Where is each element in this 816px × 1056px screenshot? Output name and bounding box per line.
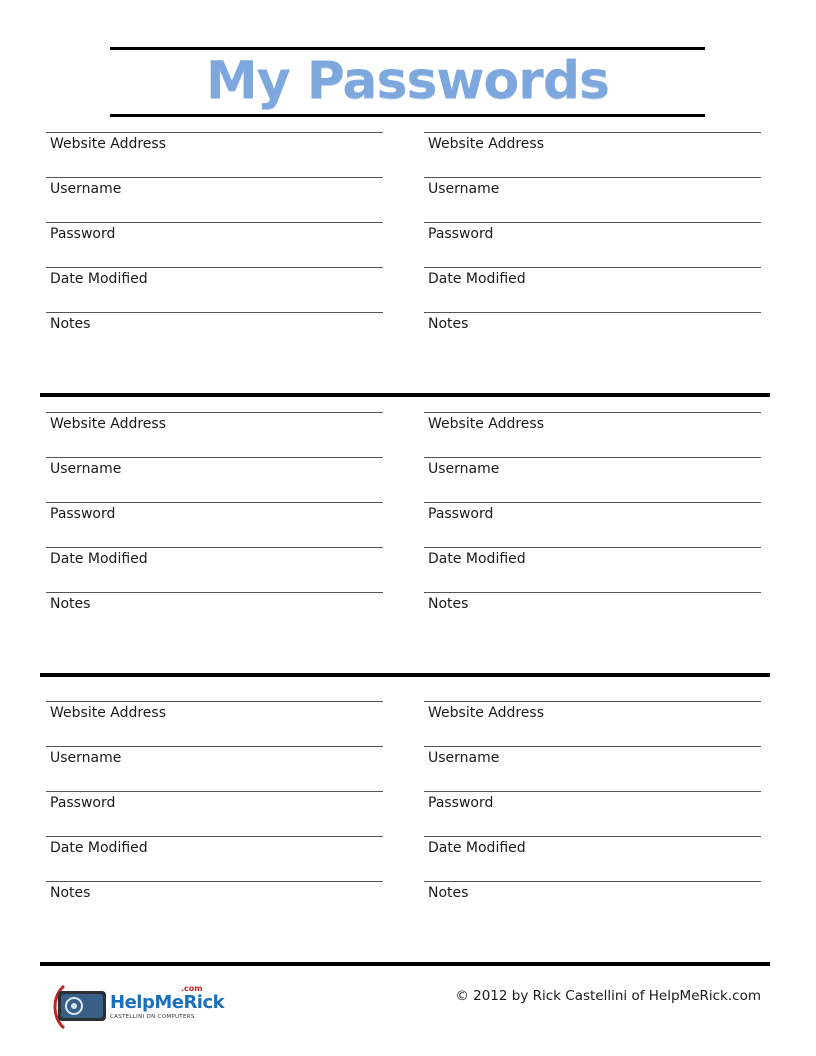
field-label: Password (428, 506, 494, 522)
logo-name: HelpMeRick (110, 992, 225, 1013)
field-label: Date Modified (50, 840, 148, 856)
field-label: Username (50, 750, 122, 766)
entry-field-line[interactable] (424, 547, 761, 592)
field-label: Password (50, 226, 116, 242)
entry-field-line[interactable] (46, 222, 383, 267)
field-label: Website Address (428, 136, 545, 152)
entry-field-line[interactable] (46, 177, 383, 222)
entry-field-line[interactable] (46, 267, 383, 312)
field-label: Website Address (50, 416, 167, 432)
entry-field-line[interactable] (46, 457, 383, 502)
page-title: My Passwords (205, 51, 610, 111)
title-bottom-rule (110, 114, 705, 117)
entry-field-line[interactable] (46, 547, 383, 592)
field-label: Notes (428, 596, 469, 612)
logo-tagline: CASTELLINI ON COMPUTERS (110, 1014, 195, 1020)
field-label: Username (50, 461, 122, 477)
field-label: Password (428, 226, 494, 242)
field-label: Date Modified (428, 551, 526, 567)
entry-field-line[interactable] (46, 746, 383, 791)
entry-field-line[interactable] (424, 267, 761, 312)
field-label: Username (428, 750, 500, 766)
field-label: Website Address (428, 705, 545, 721)
entry-field-line[interactable] (424, 502, 761, 547)
field-label: Password (50, 795, 116, 811)
field-label: Website Address (50, 136, 167, 152)
entry-field-line[interactable] (424, 791, 761, 836)
entry-field-line[interactable] (46, 592, 383, 637)
entry-field-line[interactable] (46, 312, 383, 357)
entry-field-line[interactable] (46, 132, 383, 177)
entry-field-line[interactable] (424, 312, 761, 357)
field-label: Password (50, 506, 116, 522)
field-label: Username (50, 181, 122, 197)
entry-field-line[interactable] (46, 881, 383, 926)
field-label: Website Address (428, 416, 545, 432)
logo-dotcom: .com (181, 984, 203, 993)
field-label: Notes (50, 596, 91, 612)
field-label: Notes (50, 885, 91, 901)
entry-field-line[interactable] (46, 701, 383, 746)
field-label: Date Modified (428, 271, 526, 287)
field-label: Website Address (50, 705, 167, 721)
field-label: Date Modified (50, 271, 148, 287)
entry-field-line[interactable] (424, 132, 761, 177)
entry-field-line[interactable] (46, 791, 383, 836)
section-divider (40, 673, 770, 677)
entry-field-line[interactable] (424, 457, 761, 502)
section-divider (40, 393, 770, 397)
section-divider (40, 962, 770, 966)
field-label: Username (428, 461, 500, 477)
entry-field-line[interactable] (424, 592, 761, 637)
copyright-footer: © 2012 by Rick Castellini of HelpMeRick.com (455, 988, 761, 1004)
entry-field-line[interactable] (424, 701, 761, 746)
entry-field-line[interactable] (424, 177, 761, 222)
entry-field-line[interactable] (424, 222, 761, 267)
field-label: Username (428, 181, 500, 197)
field-label: Notes (50, 316, 91, 332)
entry-field-line[interactable] (424, 881, 761, 926)
field-label: Date Modified (50, 551, 148, 567)
entry-field-line[interactable] (46, 836, 383, 881)
entry-field-line[interactable] (424, 412, 761, 457)
field-label: Notes (428, 885, 469, 901)
field-label: Date Modified (428, 840, 526, 856)
entry-field-line[interactable] (46, 412, 383, 457)
field-label: Password (428, 795, 494, 811)
entry-field-line[interactable] (46, 502, 383, 547)
field-label: Notes (428, 316, 469, 332)
entry-field-line[interactable] (424, 746, 761, 791)
entry-field-line[interactable] (424, 836, 761, 881)
